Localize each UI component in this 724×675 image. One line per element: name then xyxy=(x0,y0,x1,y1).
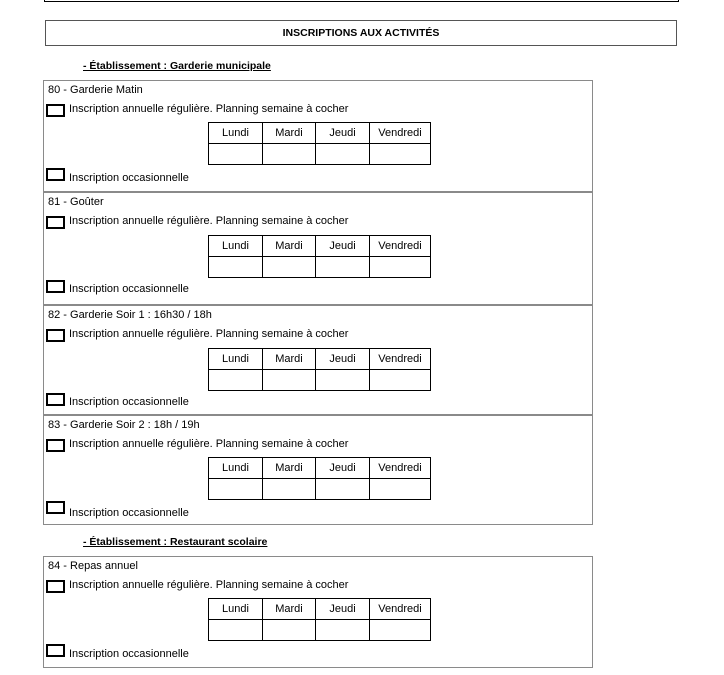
day-header-vendredi: Vendredi xyxy=(370,123,431,144)
annual-checkbox[interactable] xyxy=(46,580,65,593)
occasional-checkbox[interactable] xyxy=(46,168,65,181)
day-cell-vendredi[interactable] xyxy=(370,620,431,641)
day-header-lundi: Lundi xyxy=(209,123,263,144)
day-cell-vendredi[interactable] xyxy=(370,479,431,500)
day-cell-vendredi[interactable] xyxy=(370,144,431,165)
day-header-vendredi: Vendredi xyxy=(370,236,431,257)
activity-box-82 xyxy=(43,305,593,415)
table-header-row xyxy=(209,123,431,144)
table-header-row xyxy=(209,349,431,370)
day-cell-lundi[interactable] xyxy=(209,257,263,278)
day-header-lundi: Lundi xyxy=(209,599,263,620)
day-cell-jeudi[interactable] xyxy=(316,370,370,391)
day-cell-mardi[interactable] xyxy=(263,479,316,500)
day-header-mardi: Mardi xyxy=(263,236,316,257)
day-cell-jeudi[interactable] xyxy=(316,144,370,165)
occasional-checkbox[interactable] xyxy=(46,501,65,514)
table-header-row xyxy=(209,236,431,257)
day-cell-mardi[interactable] xyxy=(263,257,316,278)
weekly-planning-table xyxy=(208,348,431,391)
activity-box-81 xyxy=(43,192,593,305)
day-cell-mardi[interactable] xyxy=(263,144,316,165)
day-header-vendredi: Vendredi xyxy=(370,349,431,370)
day-cell-mardi[interactable] xyxy=(263,370,316,391)
table-header-row xyxy=(209,599,431,620)
day-header-mardi: Mardi xyxy=(263,458,316,479)
table-check-row xyxy=(209,144,431,165)
day-header-lundi: Lundi xyxy=(209,236,263,257)
day-cell-vendredi[interactable] xyxy=(370,257,431,278)
day-header-mardi: Mardi xyxy=(263,349,316,370)
occasional-label: Inscription occasionnelle xyxy=(69,507,189,519)
day-cell-jeudi[interactable] xyxy=(316,257,370,278)
annual-checkbox[interactable] xyxy=(46,104,65,117)
day-header-mardi: Mardi xyxy=(263,123,316,144)
annual-label: Inscription annuelle régulière. Planning semaine à cocher xyxy=(69,438,349,450)
weekly-planning-table xyxy=(208,122,431,165)
section-heading-garderie: - Établissement : Garderie municipale xyxy=(83,60,271,72)
annual-label: Inscription annuelle régulière. Planning semaine à cocher xyxy=(69,328,349,340)
day-header-vendredi: Vendredi xyxy=(370,599,431,620)
day-cell-jeudi[interactable] xyxy=(316,479,370,500)
table-check-row xyxy=(209,257,431,278)
activity-title: 83 - Garderie Soir 2 : 18h / 19h xyxy=(48,419,200,431)
day-header-jeudi: Jeudi xyxy=(316,458,370,479)
section-heading-restaurant: - Établissement : Restaurant scolaire xyxy=(83,536,268,548)
table-header-row xyxy=(209,458,431,479)
activity-box-80 xyxy=(43,80,593,192)
annual-label: Inscription annuelle régulière. Planning semaine à cocher xyxy=(69,103,349,115)
occasional-label: Inscription occasionnelle xyxy=(69,283,189,295)
occasional-label: Inscription occasionnelle xyxy=(69,396,189,408)
day-cell-lundi[interactable] xyxy=(209,620,263,641)
activity-title: 82 - Garderie Soir 1 : 16h30 / 18h xyxy=(48,309,212,321)
activity-title: 81 - Goûter xyxy=(48,196,104,208)
day-header-jeudi: Jeudi xyxy=(316,123,370,144)
day-cell-vendredi[interactable] xyxy=(370,370,431,391)
day-cell-lundi[interactable] xyxy=(209,144,263,165)
day-cell-lundi[interactable] xyxy=(209,370,263,391)
day-cell-jeudi[interactable] xyxy=(316,620,370,641)
activity-box-83 xyxy=(43,415,593,525)
day-header-jeudi: Jeudi xyxy=(316,236,370,257)
weekly-planning-table xyxy=(208,457,431,500)
day-header-lundi: Lundi xyxy=(209,349,263,370)
annual-label: Inscription annuelle régulière. Planning semaine à cocher xyxy=(69,215,349,227)
day-header-lundi: Lundi xyxy=(209,458,263,479)
day-header-mardi: Mardi xyxy=(263,599,316,620)
occasional-checkbox[interactable] xyxy=(46,280,65,293)
day-header-jeudi: Jeudi xyxy=(316,599,370,620)
day-header-jeudi: Jeudi xyxy=(316,349,370,370)
day-header-vendredi: Vendredi xyxy=(370,458,431,479)
weekly-planning-table xyxy=(208,598,431,641)
day-cell-lundi[interactable] xyxy=(209,479,263,500)
annual-checkbox[interactable] xyxy=(46,216,65,229)
activity-title: 84 - Repas annuel xyxy=(48,560,138,572)
page-title: INSCRIPTIONS AUX ACTIVITÉS xyxy=(45,20,677,46)
previous-section-border xyxy=(44,0,679,2)
occasional-label: Inscription occasionnelle xyxy=(69,648,189,660)
activity-box-84 xyxy=(43,556,593,668)
occasional-label: Inscription occasionnelle xyxy=(69,172,189,184)
annual-label: Inscription annuelle régulière. Planning semaine à cocher xyxy=(69,579,349,591)
occasional-checkbox[interactable] xyxy=(46,644,65,657)
table-check-row xyxy=(209,620,431,641)
day-cell-mardi[interactable] xyxy=(263,620,316,641)
occasional-checkbox[interactable] xyxy=(46,393,65,406)
annual-checkbox[interactable] xyxy=(46,439,65,452)
table-check-row xyxy=(209,479,431,500)
annual-checkbox[interactable] xyxy=(46,329,65,342)
activity-title: 80 - Garderie Matin xyxy=(48,84,143,96)
weekly-planning-table xyxy=(208,235,431,278)
table-check-row xyxy=(209,370,431,391)
